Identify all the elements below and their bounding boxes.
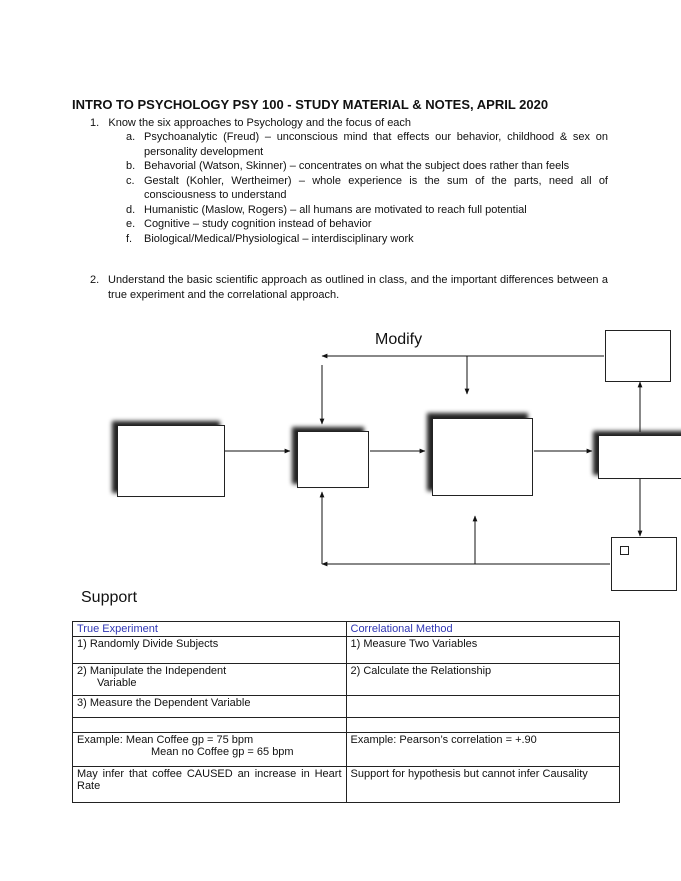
header-correlational: Correlational Method	[346, 622, 620, 637]
list-item-text: Behavorial (Watson, Skinner) – concentrates on what the subject does rather than feels	[144, 160, 570, 172]
list-item-text: Gestalt (Kohler, Wertheimer) – whole experience is the sum of the parts, need all of consciousness to understand	[144, 174, 608, 201]
list-item-letter: f.	[126, 232, 133, 245]
table-cell: Support for hypothesis but cannot infer Causality	[346, 767, 620, 803]
checkbox-icon	[620, 546, 629, 555]
question-1-text: Know the six approaches to Psychology and the focus of each	[108, 117, 412, 129]
table-row	[73, 718, 620, 733]
header-true-experiment: True Experiment	[73, 622, 347, 637]
hypothesis-box	[297, 431, 369, 488]
table-cell	[346, 696, 620, 718]
list-item-text: Cognitive – study cognition instead of behavior	[144, 218, 372, 230]
table-cell	[73, 664, 347, 696]
comparison-table	[72, 621, 620, 803]
reject-box	[605, 330, 671, 382]
list-item-letter: e.	[126, 218, 136, 230]
support-label: Support	[81, 589, 138, 606]
results-box	[598, 435, 681, 479]
list-item-letter: b.	[126, 160, 136, 172]
research-box	[432, 418, 533, 496]
theory-box	[117, 425, 225, 497]
table-cell: 1) Randomly Divide Subjects	[73, 637, 347, 664]
list-item-text: Humanistic (Maslow, Rogers) – all humans are motivated to reach full potential	[144, 203, 527, 216]
list-item-letter: a.	[126, 131, 136, 143]
list-item-text: Biological/Medical/Physiological – interdisciplinary work	[144, 232, 414, 245]
table-row	[73, 696, 620, 718]
cell-line: 2) Manipulate the Independent	[77, 665, 227, 677]
table-cell	[73, 733, 347, 767]
cell-line: Variable	[97, 677, 137, 689]
table-header-row	[73, 622, 620, 637]
table-row	[73, 664, 620, 696]
list-item-text: Psychoanalytic (Freud) – unconscious mind that effects our behavior, childhood & sex on personality development	[144, 131, 608, 158]
table-row	[73, 767, 620, 803]
table-cell	[346, 718, 620, 733]
list-item-letter: d.	[126, 203, 136, 216]
table-cell: 1) Measure Two Variables	[346, 637, 620, 664]
table-cell: Example: Pearson’s correlation = +.90	[346, 733, 620, 767]
table-cell: 2) Calculate the Relationship	[346, 664, 620, 696]
table-cell: May infer that coffee CAUSED an increase in Heart Rate	[73, 767, 347, 803]
cell-line: Mean no Coffee gp = 65 bpm	[151, 746, 294, 758]
cell-line: Example: Mean Coffee gp = 75 bpm	[77, 734, 254, 746]
table-cell: 3) Measure the Dependent Variable	[73, 696, 347, 718]
document-title: INTRO TO PSYCHOLOGY PSY 100 - STUDY MATERIAL & NOTES, APRIL 2020	[72, 97, 549, 112]
question-2-text: Understand the basic scientific approach as outlined in class, and the important differences between a true experiment and the correlational approach.	[108, 274, 608, 301]
question-2-number: 2.	[90, 274, 100, 286]
table-row	[73, 637, 620, 664]
table-row	[73, 733, 620, 767]
modify-label: Modify	[375, 331, 423, 348]
list-item-letter: c.	[126, 174, 135, 187]
question-1-number: 1.	[90, 117, 100, 129]
table-cell	[73, 718, 347, 733]
accept-box	[611, 537, 677, 591]
